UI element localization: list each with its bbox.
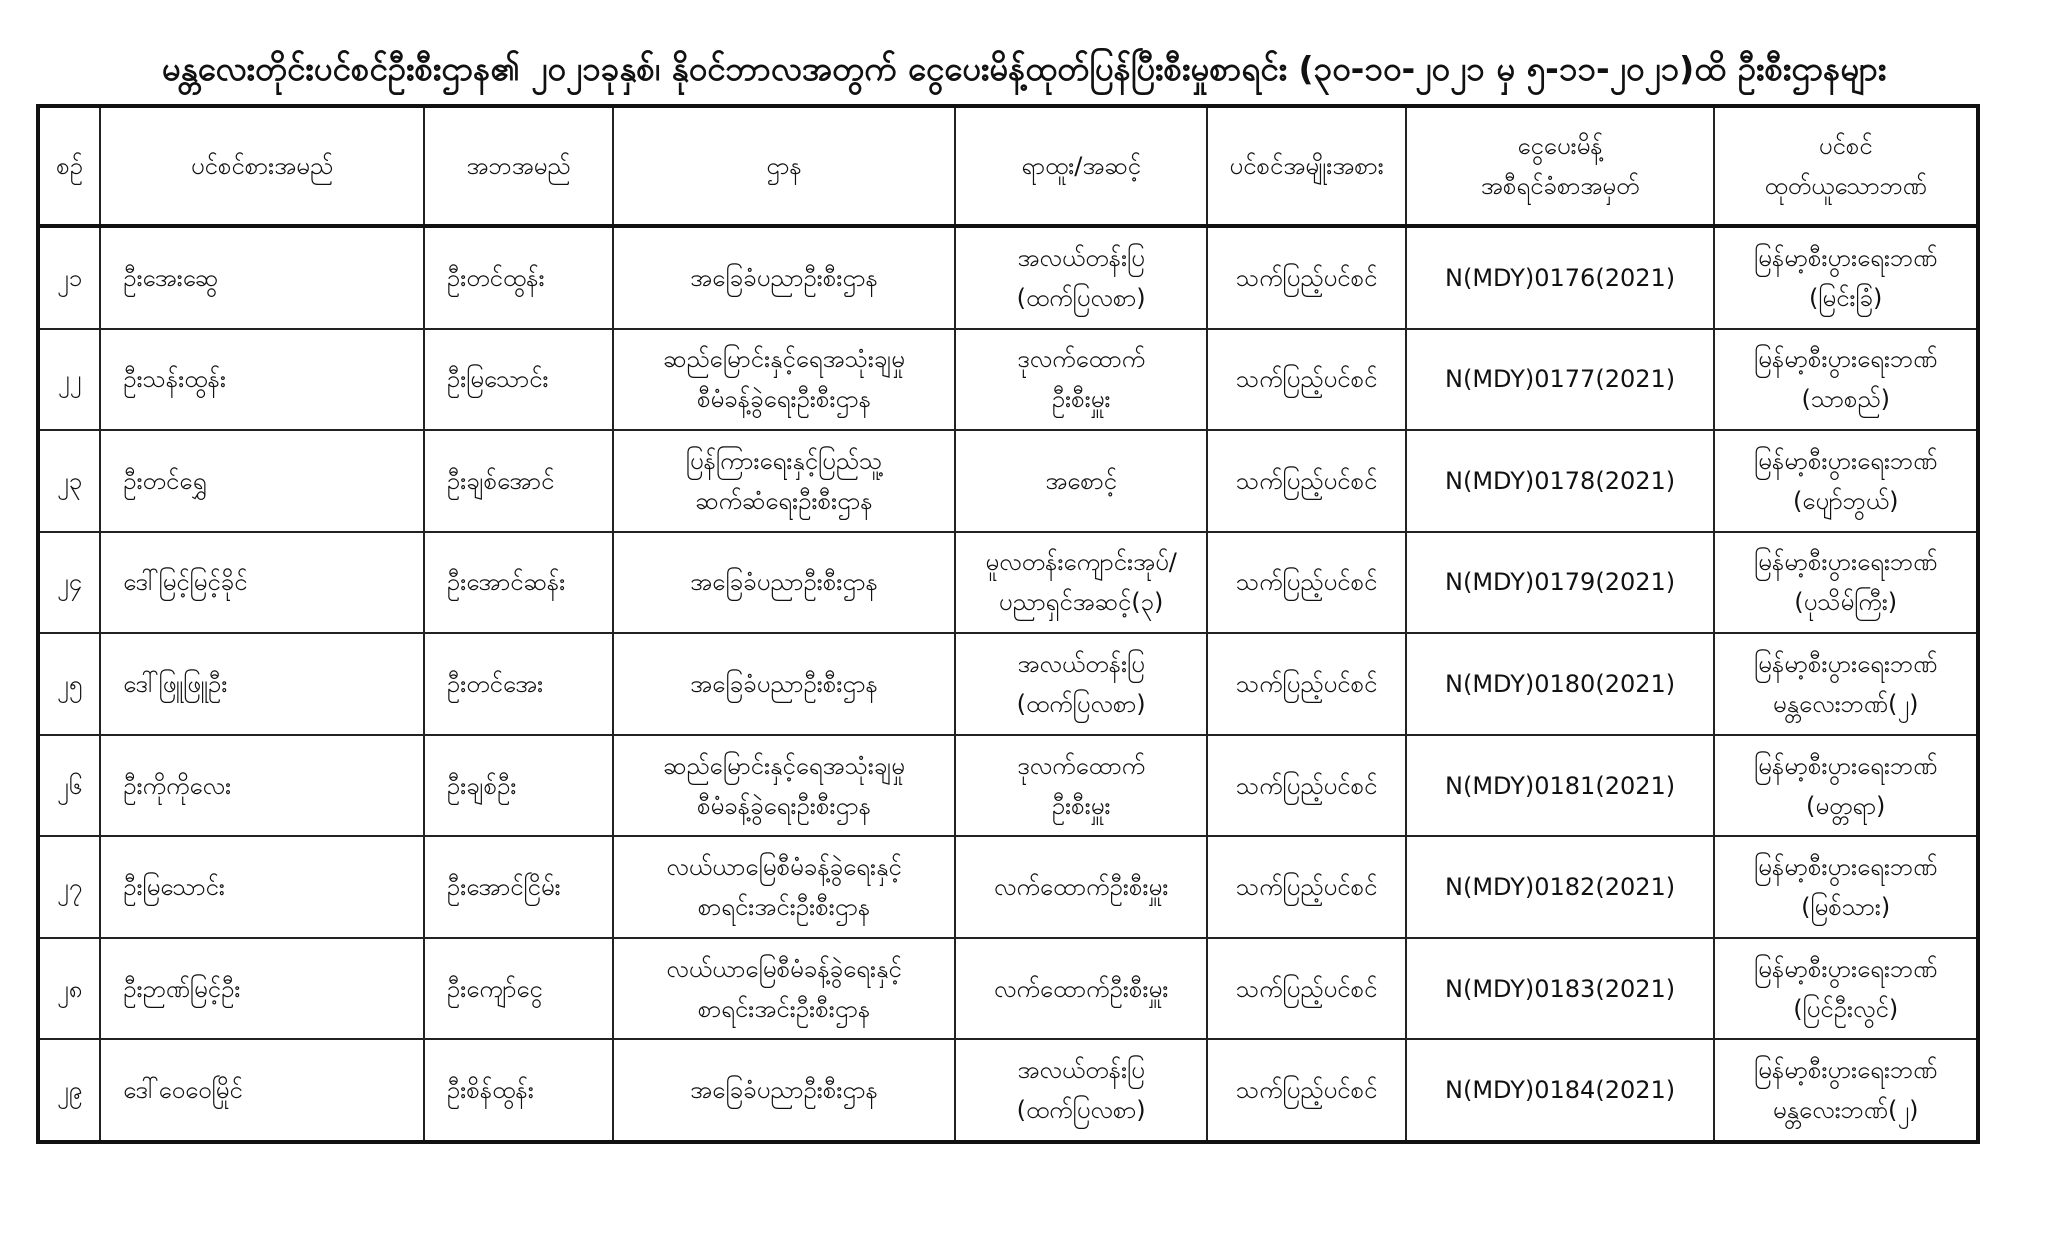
cell-order-number-text: N(MDY)0181(2021) bbox=[1445, 771, 1676, 800]
table-row bbox=[38, 735, 1978, 837]
cell-department-line1: လယ်ယာမြေစီမံခန့်ခွဲရေးနှင့် bbox=[666, 853, 902, 882]
cell-order-number bbox=[1406, 938, 1715, 1040]
table-body bbox=[38, 226, 1978, 1142]
table-row bbox=[38, 430, 1978, 532]
cell-bank-line1: မြန်မာ့စီးပွားရေးဘဏ် bbox=[1754, 446, 1938, 475]
cell-order-number-text: N(MDY)0182(2021) bbox=[1445, 873, 1676, 902]
table-header-row bbox=[38, 106, 1978, 226]
cell-pension-type bbox=[1207, 836, 1405, 938]
cell-rank bbox=[955, 836, 1208, 938]
cell-pension-type bbox=[1207, 532, 1405, 634]
cell-bank-line1: မြန်မာ့စီးပွားရေးဘဏ် bbox=[1754, 853, 1938, 882]
cell-bank-line2: (မြင်းခြံ) bbox=[1809, 283, 1883, 312]
cell-father-name-text: ဦးကျော်ငွေ bbox=[446, 974, 543, 1003]
cell-father-name bbox=[424, 735, 613, 837]
cell-pensioner-name bbox=[100, 329, 424, 431]
cell-department-line1: ဆည်မြောင်းနှင့်ရေအသုံးချမှု bbox=[663, 345, 905, 374]
cell-father-name bbox=[424, 226, 613, 329]
cell-rank-line1: အလယ်တန်းပြ bbox=[1017, 649, 1145, 678]
cell-pensioner-name-text: ဦးမြသောင်း bbox=[123, 873, 225, 902]
cell-department bbox=[613, 329, 955, 431]
cell-department-line1: အခြေခံပညာဦးစီးဌာန bbox=[690, 568, 878, 597]
header-pensioner-name: ပင်စင်စားအမည် bbox=[100, 106, 424, 226]
cell-rank bbox=[955, 329, 1208, 431]
cell-rank-line1: လက်ထောက်ဦးစီးမှူး bbox=[993, 974, 1169, 1003]
table-row bbox=[38, 329, 1978, 431]
cell-rank-line1: အလယ်တန်းပြ bbox=[1017, 1056, 1145, 1085]
cell-father-name bbox=[424, 633, 613, 735]
cell-pension-type-text: သက်ပြည့်ပင်စင် bbox=[1235, 466, 1378, 495]
cell-rank-line2: (ထက်ပြလစာ) bbox=[1016, 689, 1146, 718]
cell-serial bbox=[38, 226, 100, 329]
cell-pension-type-text: သက်ပြည့်ပင်စင် bbox=[1235, 873, 1378, 902]
cell-bank bbox=[1714, 329, 1978, 431]
cell-rank-line1: အစောင့် bbox=[1045, 466, 1117, 495]
cell-department bbox=[613, 532, 955, 634]
header-father-name: အဘအမည် bbox=[424, 106, 613, 226]
header-pension-type: ပင်စင်အမျိုးအစား bbox=[1207, 106, 1405, 226]
pension-table bbox=[36, 104, 1980, 1144]
cell-department-line1: အခြေခံပညာဦးစီးဌာန bbox=[690, 263, 878, 292]
cell-bank-line2: (ပျော်ဘွယ်) bbox=[1792, 486, 1899, 515]
cell-order-number-text: N(MDY)0178(2021) bbox=[1445, 466, 1676, 495]
table-row bbox=[38, 836, 1978, 938]
cell-serial bbox=[38, 532, 100, 634]
cell-pensioner-name bbox=[100, 430, 424, 532]
cell-department-line2: စီမံခန့်ခွဲရေးဦးစီးဌာန bbox=[696, 791, 872, 820]
header-bank-line2: ထုတ်ယူသောဘဏ် bbox=[1764, 172, 1927, 200]
cell-pension-type bbox=[1207, 735, 1405, 837]
cell-rank-line2: ဦးစီးမှူး bbox=[1051, 791, 1111, 820]
cell-order-number-text: N(MDY)0184(2021) bbox=[1445, 1076, 1676, 1105]
cell-order-number-text: N(MDY)0183(2021) bbox=[1445, 974, 1676, 1003]
cell-order-number bbox=[1406, 226, 1715, 329]
cell-bank-line2: (ပုသိမ်ကြီး) bbox=[1794, 588, 1898, 617]
cell-pension-type bbox=[1207, 226, 1405, 329]
cell-rank-line2: (ထက်ပြလစာ) bbox=[1016, 283, 1146, 312]
cell-bank-line2: (သာစည်) bbox=[1801, 385, 1890, 414]
table-row bbox=[38, 633, 1978, 735]
table-row bbox=[38, 532, 1978, 634]
cell-rank-line1: လက်ထောက်ဦးစီးမှူး bbox=[993, 873, 1169, 902]
cell-department-line2: စီမံခန့်ခွဲရေးဦးစီးဌာန bbox=[696, 385, 872, 414]
cell-serial-text: ၂၄ bbox=[56, 568, 83, 597]
cell-rank-line1: ဒုလက်ထောက် bbox=[1017, 751, 1146, 780]
cell-department bbox=[613, 430, 955, 532]
cell-bank-line1: မြန်မာ့စီးပွားရေးဘဏ် bbox=[1754, 649, 1938, 678]
cell-rank-line2: (ထက်ပြလစာ) bbox=[1016, 1096, 1146, 1125]
cell-department-line2: စာရင်းအင်းဦးစီးဌာန bbox=[697, 893, 871, 922]
cell-rank bbox=[955, 1039, 1208, 1142]
cell-serial-text: ၂၈ bbox=[56, 974, 83, 1003]
cell-rank bbox=[955, 633, 1208, 735]
table-row bbox=[38, 226, 1978, 329]
cell-order-number bbox=[1406, 532, 1715, 634]
cell-father-name-text: ဦးချစ်ဦး bbox=[446, 771, 517, 800]
cell-rank-line1: မူလတန်းကျောင်းအုပ်/ bbox=[985, 548, 1177, 577]
cell-department bbox=[613, 938, 955, 1040]
cell-serial-text: ၂၂ bbox=[57, 365, 82, 394]
cell-department bbox=[613, 836, 955, 938]
cell-father-name-text: ဦးစိန်ထွန်း bbox=[446, 1076, 534, 1105]
cell-father-name bbox=[424, 532, 613, 634]
cell-pensioner-name-text: ဦးအေးဆွေ bbox=[123, 263, 219, 292]
cell-pensioner-name-text: ဦးကိုကိုလေး bbox=[123, 771, 232, 800]
cell-pension-type bbox=[1207, 430, 1405, 532]
cell-order-number bbox=[1406, 735, 1715, 837]
header-bank-line1: ပင်စင် bbox=[1818, 132, 1873, 160]
cell-father-name-text: ဦးတင်အေး bbox=[446, 669, 544, 698]
header-order-number-line2: အစီရင်ခံစာအမှတ် bbox=[1480, 172, 1640, 200]
cell-father-name-text: ဦးမြသောင်း bbox=[446, 365, 549, 394]
cell-order-number bbox=[1406, 1039, 1715, 1142]
header-rank: ရာထူး/အဆင့် bbox=[955, 106, 1208, 226]
cell-rank-line1: အလယ်တန်းပြ bbox=[1017, 243, 1145, 272]
header-serial: စဉ် bbox=[38, 106, 100, 226]
cell-bank-line2: (မြစ်သား) bbox=[1801, 893, 1891, 922]
cell-bank bbox=[1714, 1039, 1978, 1142]
cell-bank bbox=[1714, 430, 1978, 532]
cell-pension-type-text: သက်ပြည့်ပင်စင် bbox=[1235, 263, 1378, 292]
cell-rank-line2: ပညာရှင်အဆင့်(၃) bbox=[998, 588, 1164, 617]
cell-department-line1: ပြန်ကြားရေးနှင့်ပြည်သူ့ bbox=[685, 446, 883, 475]
cell-father-name-text: ဦးတင်ထွန်း bbox=[446, 263, 545, 292]
cell-pension-type-text: သက်ပြည့်ပင်စင် bbox=[1235, 365, 1378, 394]
cell-rank bbox=[955, 938, 1208, 1040]
cell-pensioner-name bbox=[100, 532, 424, 634]
cell-pension-type bbox=[1207, 329, 1405, 431]
cell-order-number-text: N(MDY)0177(2021) bbox=[1445, 365, 1676, 394]
cell-bank-line1: မြန်မာ့စီးပွားရေးဘဏ် bbox=[1754, 548, 1938, 577]
cell-father-name bbox=[424, 836, 613, 938]
cell-bank-line1: မြန်မာ့စီးပွားရေးဘဏ် bbox=[1754, 1056, 1938, 1085]
header-bank bbox=[1714, 106, 1978, 226]
cell-father-name-text: ဦးအောင်ဆန်း bbox=[446, 568, 566, 597]
header-order-number-line1: ငွေပေးမိန့် bbox=[1517, 132, 1603, 160]
cell-serial-text: ၂၉ bbox=[56, 1076, 83, 1105]
cell-father-name-text: ဦးချစ်အောင် bbox=[446, 466, 555, 495]
cell-department bbox=[613, 226, 955, 329]
cell-father-name bbox=[424, 1039, 613, 1142]
cell-serial bbox=[38, 938, 100, 1040]
cell-pensioner-name bbox=[100, 735, 424, 837]
cell-pensioner-name bbox=[100, 938, 424, 1040]
cell-serial bbox=[38, 836, 100, 938]
cell-department-line2: စာရင်းအင်းဦးစီးဌာန bbox=[697, 994, 871, 1023]
cell-rank bbox=[955, 735, 1208, 837]
cell-father-name-text: ဦးအောင်ငြိမ်း bbox=[446, 873, 561, 902]
cell-pensioner-name-text: ဒေါ်ဖြူဖြူဦး bbox=[123, 669, 228, 698]
header-department: ဌာန bbox=[613, 106, 955, 226]
cell-order-number bbox=[1406, 836, 1715, 938]
cell-order-number bbox=[1406, 633, 1715, 735]
cell-bank-line1: မြန်မာ့စီးပွားရေးဘဏ် bbox=[1754, 751, 1938, 780]
cell-serial bbox=[38, 633, 100, 735]
page-title: မန္တလေးတိုင်းပင်စင်ဦးစီးဌာန၏ ၂၀၂၁ခုနှစ်၊ နိုဝင်ဘာလအတွက် ငွေပေးမိန့်ထုတ်ပြန်ပြီးစီးမှုစာရင်း (၃၀-၁၀-၂၀၂၁ မှ ၅-၁၁-၂၀၂၁)ထိ ဦးစီးဌာနများ bbox=[161, 49, 1887, 88]
cell-order-number bbox=[1406, 329, 1715, 431]
cell-serial bbox=[38, 1039, 100, 1142]
cell-pensioner-name-text: ဦးဉာဏ်မြင့်ဦး bbox=[123, 974, 241, 1003]
cell-rank-line1: ဒုလက်ထောက် bbox=[1017, 345, 1146, 374]
cell-department-line1: အခြေခံပညာဦးစီးဌာန bbox=[690, 1076, 878, 1105]
cell-serial-text: ၂၃ bbox=[56, 466, 83, 495]
cell-serial-text: ၂၆ bbox=[56, 771, 83, 800]
cell-rank bbox=[955, 226, 1208, 329]
cell-serial-text: ၂၁ bbox=[56, 263, 83, 292]
cell-rank bbox=[955, 532, 1208, 634]
cell-bank bbox=[1714, 226, 1978, 329]
cell-pension-type-text: သက်ပြည့်ပင်စင် bbox=[1235, 568, 1378, 597]
cell-pension-type bbox=[1207, 633, 1405, 735]
cell-bank-line2: (မတ္တရာ) bbox=[1805, 791, 1886, 820]
cell-rank-line2: ဦးစီးမှူး bbox=[1051, 385, 1111, 414]
cell-bank-line2: မန္တလေးဘဏ်(၂) bbox=[1772, 689, 1919, 718]
cell-bank-line2: (ပြင်ဦးလွင်) bbox=[1793, 994, 1899, 1023]
cell-pension-type-text: သက်ပြည့်ပင်စင် bbox=[1235, 771, 1378, 800]
cell-pension-type-text: သက်ပြည့်ပင်စင် bbox=[1235, 1076, 1378, 1105]
cell-order-number-text: N(MDY)0176(2021) bbox=[1445, 263, 1676, 292]
cell-pensioner-name bbox=[100, 836, 424, 938]
cell-department bbox=[613, 735, 955, 837]
cell-pension-type bbox=[1207, 1039, 1405, 1142]
cell-bank bbox=[1714, 938, 1978, 1040]
cell-bank bbox=[1714, 633, 1978, 735]
cell-department-line2: ဆက်ဆံရေးဦးစီးဌာန bbox=[695, 486, 873, 515]
cell-father-name bbox=[424, 430, 613, 532]
cell-bank-line1: မြန်မာ့စီးပွားရေးဘဏ် bbox=[1754, 345, 1938, 374]
cell-father-name bbox=[424, 329, 613, 431]
cell-serial-text: ၂၇ bbox=[56, 873, 83, 902]
cell-serial bbox=[38, 329, 100, 431]
cell-order-number bbox=[1406, 430, 1715, 532]
cell-pensioner-name-text: ဒေါ်မြင့်မြင့်ခိုင် bbox=[123, 568, 248, 597]
cell-bank bbox=[1714, 836, 1978, 938]
cell-serial-text: ၂၅ bbox=[56, 669, 83, 698]
cell-bank bbox=[1714, 735, 1978, 837]
cell-order-number-text: N(MDY)0179(2021) bbox=[1445, 568, 1676, 597]
table-row bbox=[38, 1039, 1978, 1142]
cell-department bbox=[613, 633, 955, 735]
cell-bank-line1: မြန်မာ့စီးပွားရေးဘဏ် bbox=[1754, 243, 1938, 272]
cell-pensioner-name-text: ဒေါ်ဝေဝေမြိုင် bbox=[123, 1076, 243, 1105]
table-row bbox=[38, 938, 1978, 1040]
cell-pension-type bbox=[1207, 938, 1405, 1040]
cell-bank-line1: မြန်မာ့စီးပွားရေးဘဏ် bbox=[1754, 954, 1938, 983]
cell-bank-line2: မန္တလေးဘဏ်(၂) bbox=[1772, 1096, 1919, 1125]
cell-pensioner-name bbox=[100, 1039, 424, 1142]
cell-department bbox=[613, 1039, 955, 1142]
cell-father-name bbox=[424, 938, 613, 1040]
cell-pension-type-text: သက်ပြည့်ပင်စင် bbox=[1235, 974, 1378, 1003]
cell-order-number-text: N(MDY)0180(2021) bbox=[1445, 669, 1676, 698]
cell-pensioner-name-text: ဦးသန်းထွန်း bbox=[123, 365, 226, 394]
cell-serial bbox=[38, 430, 100, 532]
cell-department-line1: အခြေခံပညာဦးစီးဌာန bbox=[690, 669, 878, 698]
cell-pensioner-name-text: ဦးတင်ရွှေ bbox=[123, 466, 207, 495]
cell-pensioner-name bbox=[100, 226, 424, 329]
cell-rank bbox=[955, 430, 1208, 532]
cell-bank bbox=[1714, 532, 1978, 634]
cell-department-line1: လယ်ယာမြေစီမံခန့်ခွဲရေးနှင့် bbox=[666, 954, 902, 983]
header-order-number bbox=[1406, 106, 1715, 226]
cell-pensioner-name bbox=[100, 633, 424, 735]
cell-pension-type-text: သက်ပြည့်ပင်စင် bbox=[1235, 669, 1378, 698]
cell-serial bbox=[38, 735, 100, 837]
cell-department-line1: ဆည်မြောင်းနှင့်ရေအသုံးချမှု bbox=[663, 751, 905, 780]
